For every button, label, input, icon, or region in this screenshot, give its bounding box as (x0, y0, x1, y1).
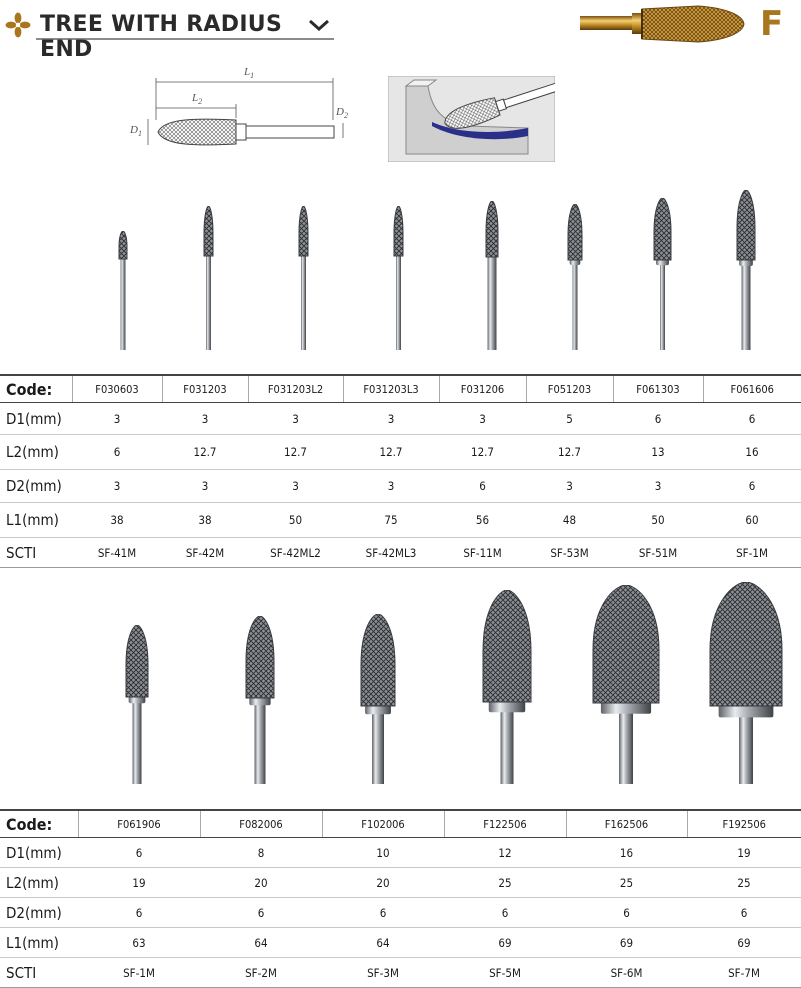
burr-image (236, 616, 284, 784)
table-cell: 3 (613, 470, 703, 503)
table-cell: 50 (248, 503, 343, 538)
table-cell: 6 (322, 898, 444, 928)
table-cell: 19 (78, 868, 200, 898)
table-cell: SF-2M (200, 958, 322, 988)
page-header (0, 0, 801, 62)
table-cell: 6 (200, 898, 322, 928)
table-cell: 12.7 (248, 435, 343, 470)
table-cell: 6 (78, 898, 200, 928)
table-cell: SF-6M (566, 958, 687, 988)
table-cell: 6 (703, 403, 801, 435)
table-cell: 10 (322, 838, 444, 868)
table-cell: F061906 (78, 810, 200, 838)
burr-image (476, 201, 508, 350)
table-cell: 3 (248, 403, 343, 435)
table-cell: 6 (444, 898, 566, 928)
table-cell: 69 (444, 928, 566, 958)
table-cell: 25 (444, 868, 566, 898)
table-cell: F102006 (322, 810, 444, 838)
table-cell: 6 (439, 470, 526, 503)
table-cell: F061606 (703, 375, 801, 403)
table-cell: 19 (687, 838, 801, 868)
table-cell: SF-7M (687, 958, 801, 988)
table-cell: SF-5M (444, 958, 566, 988)
burr-image (194, 206, 223, 350)
table-cell: 12.7 (343, 435, 439, 470)
table-cell: F051203 (526, 375, 613, 403)
table-cell: 64 (322, 928, 444, 958)
table-cell: F162506 (566, 810, 687, 838)
series-letter: F (760, 4, 784, 44)
table-cell: F031203 (162, 375, 248, 403)
l1-label: $L_1$ (244, 66, 255, 81)
row-header: L1(mm) (0, 503, 72, 538)
table-cell: F031203L3 (343, 375, 439, 403)
table-cell: 12.7 (439, 435, 526, 470)
table-cell: SF-53M (526, 538, 613, 568)
table-cell: 6 (566, 898, 687, 928)
table-cell: 3 (343, 403, 439, 435)
table-cell: 12.7 (526, 435, 613, 470)
d1-label: $D_1$ (130, 124, 142, 139)
chevron-down-icon (308, 18, 330, 32)
table-row (0, 403, 801, 435)
burr-image (583, 585, 669, 784)
table-cell: 3 (72, 403, 162, 435)
table-row (0, 898, 801, 928)
table-cell: 16 (703, 435, 801, 470)
table-row (0, 435, 801, 470)
table-cell: 69 (687, 928, 801, 958)
table-cell: 13 (613, 435, 703, 470)
table-row (0, 375, 801, 403)
table-cell: 60 (703, 503, 801, 538)
row-header: L2(mm) (0, 435, 72, 470)
flower-icon (5, 12, 31, 38)
table-cell: F122506 (444, 810, 566, 838)
table-cell: 6 (72, 435, 162, 470)
table-cell: SF-1M (78, 958, 200, 988)
table-cell: 48 (526, 503, 613, 538)
table-cell: 38 (72, 503, 162, 538)
table-cell: SF-3M (322, 958, 444, 988)
table-cell: F030603 (72, 375, 162, 403)
row-header: SCTI (0, 958, 78, 988)
table-cell: 6 (78, 838, 200, 868)
row2-burr-images (0, 580, 801, 780)
table-cell: SF-11M (439, 538, 526, 568)
table-row (0, 470, 801, 503)
usage-illustration (388, 76, 555, 162)
table-cell: SF-41M (72, 538, 162, 568)
burr-image (384, 206, 413, 350)
burr-image (351, 614, 405, 784)
gold-burr-image (578, 2, 746, 46)
row-header: Code: (0, 375, 72, 403)
table-row (0, 928, 801, 958)
row-header: L2(mm) (0, 868, 78, 898)
table-cell: 12 (444, 838, 566, 868)
row-header: D2(mm) (0, 898, 78, 928)
table-cell: 3 (343, 470, 439, 503)
table-row (0, 838, 801, 868)
table-cell: 3 (72, 470, 162, 503)
table-cell: 3 (162, 470, 248, 503)
table-cell: F061303 (613, 375, 703, 403)
table-cell: 3 (162, 403, 248, 435)
d2-label: $D_2$ (336, 106, 348, 121)
spec-table-2 (0, 809, 801, 988)
dimension-diagram (128, 60, 368, 160)
table-cell: SF-51M (613, 538, 703, 568)
table-row (0, 958, 801, 988)
table-cell: SF-42M (162, 538, 248, 568)
burr-image (700, 582, 792, 784)
table-cell: 63 (78, 928, 200, 958)
table-cell: 3 (526, 470, 613, 503)
l2-label: $L_2$ (192, 92, 203, 107)
table-cell: 12.7 (162, 435, 248, 470)
burr-image (109, 231, 137, 350)
table-cell: F031203L2 (248, 375, 343, 403)
table-cell: 8 (200, 838, 322, 868)
table-cell: 25 (566, 868, 687, 898)
burr-image (116, 625, 158, 784)
title-box (36, 8, 334, 62)
burr-image (644, 198, 681, 350)
row-header: D2(mm) (0, 470, 72, 503)
table-cell: 69 (566, 928, 687, 958)
row-header: D1(mm) (0, 403, 72, 435)
table-row (0, 868, 801, 898)
table-cell: F082006 (200, 810, 322, 838)
table-cell: 56 (439, 503, 526, 538)
table-row (0, 810, 801, 838)
table-cell: SF-1M (703, 538, 801, 568)
page-title: TREE WITH RADIUS END (40, 12, 283, 62)
row-header: Code: (0, 810, 78, 838)
table-cell: 20 (322, 868, 444, 898)
table-cell: 38 (162, 503, 248, 538)
row-header: D1(mm) (0, 838, 78, 868)
table-cell: SF-42ML3 (343, 538, 439, 568)
table-cell: 3 (439, 403, 526, 435)
table-cell: 25 (687, 868, 801, 898)
table-cell: 64 (200, 928, 322, 958)
table-cell: 20 (200, 868, 322, 898)
table-row (0, 538, 801, 568)
table-cell: 3 (248, 470, 343, 503)
table-cell: SF-42ML2 (248, 538, 343, 568)
table-cell: 5 (526, 403, 613, 435)
table-cell: 6 (613, 403, 703, 435)
spec-table-1 (0, 374, 801, 568)
burr-image (289, 206, 318, 350)
table-cell: 6 (703, 470, 801, 503)
burr-image (473, 590, 541, 784)
burr-image (558, 204, 592, 350)
table-cell: 50 (613, 503, 703, 538)
table-cell: F192506 (687, 810, 801, 838)
row1-burr-images (0, 186, 801, 346)
table-cell: 16 (566, 838, 687, 868)
burr-image (727, 190, 765, 350)
table-cell: 75 (343, 503, 439, 538)
table-cell: F031206 (439, 375, 526, 403)
row-header: L1(mm) (0, 928, 78, 958)
table-row (0, 503, 801, 538)
row-header: SCTI (0, 538, 72, 568)
table-cell: 6 (687, 898, 801, 928)
